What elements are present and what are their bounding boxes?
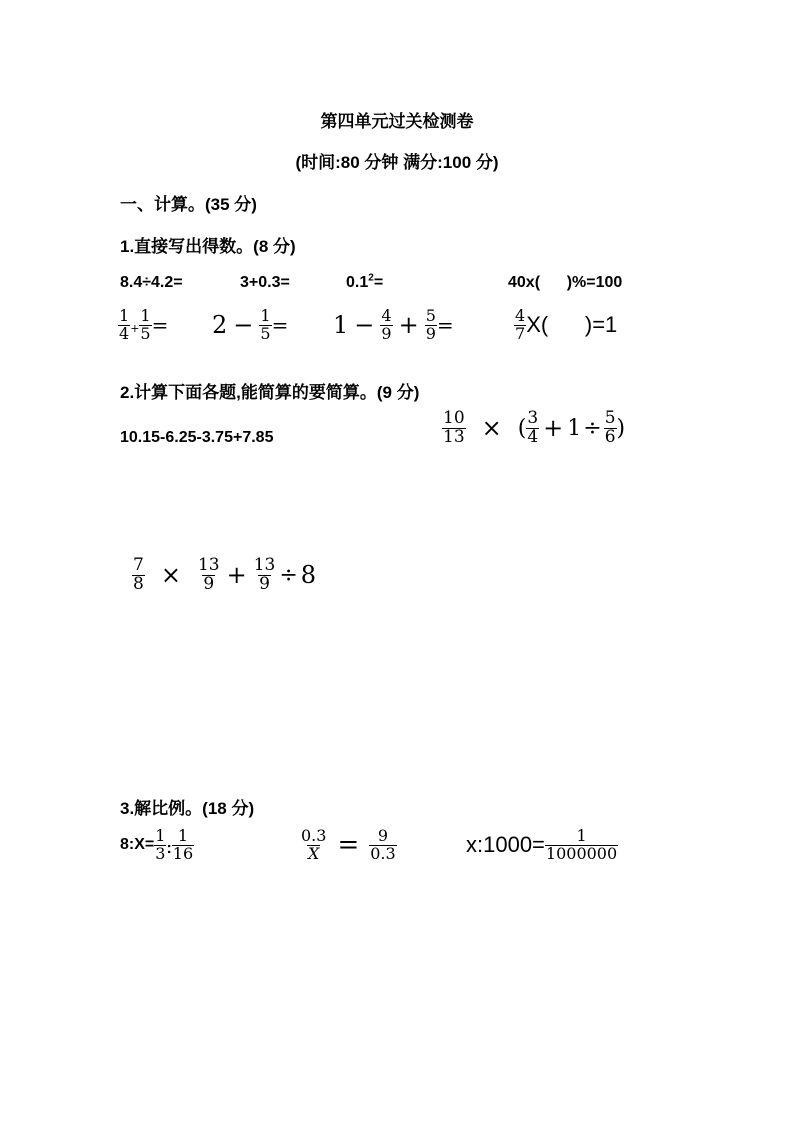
numerator: 3: [527, 408, 539, 428]
numerator: 1: [155, 826, 166, 845]
page-title: 第四单元过关检测卷: [320, 112, 474, 131]
question-1-heading: 1.直接写出得数。(8 分): [120, 237, 296, 256]
fraction: [425, 308, 437, 343]
denominator: 5: [260, 323, 271, 343]
fraction: [259, 308, 271, 343]
fraction: [172, 828, 194, 863]
numerator: 1: [576, 826, 587, 845]
equals-sign: =: [271, 313, 289, 338]
divide-sign: ÷: [279, 562, 298, 588]
q1-item-d: 40x( )%=100: [508, 274, 623, 291]
left-paren: (: [517, 415, 527, 441]
fraction: [132, 557, 145, 594]
denominator: 3: [155, 843, 166, 863]
q2-expression-1: 10.15-6.25-3.75+7.85: [120, 429, 274, 446]
minus-sign: −: [354, 311, 375, 340]
proportion-lhs: x:1000=: [466, 832, 545, 858]
q1-item-c: [346, 274, 383, 292]
numerator: 1: [119, 306, 130, 325]
q3-proportion-3: [466, 828, 618, 863]
denominator: 7: [515, 323, 526, 343]
denominator: 9: [381, 323, 392, 343]
q1-item-g: [333, 308, 454, 343]
numerator: 9: [377, 826, 389, 845]
fraction: [118, 308, 130, 343]
question-2-heading: 2.计算下面各题,能简算的要简算。(9 分): [120, 383, 420, 402]
fraction: [380, 308, 392, 343]
equals-sign: =: [436, 313, 454, 338]
numerator: 13: [197, 555, 220, 575]
page-subtitle: (时间:80 分钟 满分:100 分): [295, 153, 499, 172]
q1-item-h: [514, 308, 617, 343]
numerator: 1: [260, 306, 271, 325]
colon-sign: :: [166, 840, 172, 858]
numerator: 5: [604, 408, 616, 428]
denominator: 5: [140, 323, 151, 343]
numerator: 1: [140, 306, 151, 325]
denominator: 6: [604, 426, 616, 447]
fraction: [300, 828, 327, 863]
fraction: [139, 308, 151, 343]
numerator: 4: [515, 306, 526, 325]
numerator: 5: [425, 306, 436, 325]
denominator: 13: [443, 426, 465, 447]
numerator: 10: [443, 408, 465, 428]
q1-item-b: 3+0.3=: [240, 274, 290, 291]
q2-expression-3: [132, 557, 316, 594]
divide-sign: ÷: [583, 415, 602, 441]
denominator: 9: [259, 573, 270, 594]
whole-number: 1: [567, 415, 582, 441]
denominator: 8: [133, 573, 144, 594]
q1-item-c-equals: =: [373, 274, 384, 291]
blank-expression: X( )=1: [526, 312, 618, 338]
fraction: [526, 410, 539, 447]
denominator: 16: [172, 843, 194, 863]
fraction: [442, 410, 466, 447]
fraction: [154, 828, 166, 863]
numerator: 13: [253, 555, 276, 575]
fraction: [253, 557, 277, 594]
plus-sign: +: [226, 561, 247, 590]
fraction: [369, 828, 396, 863]
right-paren: ): [616, 415, 626, 441]
whole-number: 8: [300, 561, 317, 590]
fraction: [604, 410, 617, 447]
q3-proportion-1: [120, 828, 194, 863]
section-heading: 一、计算。(35 分): [120, 195, 257, 214]
proportion-lhs: 8:X=: [120, 836, 155, 854]
equals-sign: =: [337, 830, 360, 861]
q1-item-c-exponent: 2: [368, 272, 374, 284]
denominator: 0.3: [370, 843, 396, 863]
minus-sign: −: [233, 311, 254, 340]
denominator: 4: [527, 426, 539, 447]
equals-sign: =: [151, 313, 169, 338]
times-sign: ×: [160, 561, 181, 590]
numerator: 0.3: [301, 826, 327, 845]
numerator: 4: [381, 306, 392, 325]
plus-sign: +: [130, 321, 140, 335]
q1-item-a: 8.4÷4.2=: [120, 274, 183, 291]
q1-item-f: [212, 308, 288, 343]
denominator: 4: [119, 323, 130, 343]
denominator: 9: [425, 323, 436, 343]
q1-item-e: [118, 308, 168, 343]
denominator: X: [308, 843, 320, 863]
fraction: [545, 828, 618, 863]
question-3-heading: 3.解比例。(18 分): [120, 799, 255, 818]
numerator: 7: [133, 555, 144, 575]
fraction: [197, 557, 221, 594]
denominator: 9: [203, 573, 215, 594]
fraction: [514, 308, 526, 343]
whole-number: 2: [212, 311, 228, 340]
q2-expression-2: [442, 410, 625, 447]
whole-number: 1: [333, 311, 349, 340]
numerator: 1: [177, 826, 189, 845]
q1-item-c-base: 0.1: [346, 274, 369, 291]
q3-proportion-2: [300, 828, 397, 863]
plus-sign: +: [398, 311, 419, 340]
times-sign: ×: [481, 414, 502, 443]
denominator: 1000000: [545, 843, 618, 863]
plus-sign: +: [543, 414, 564, 443]
